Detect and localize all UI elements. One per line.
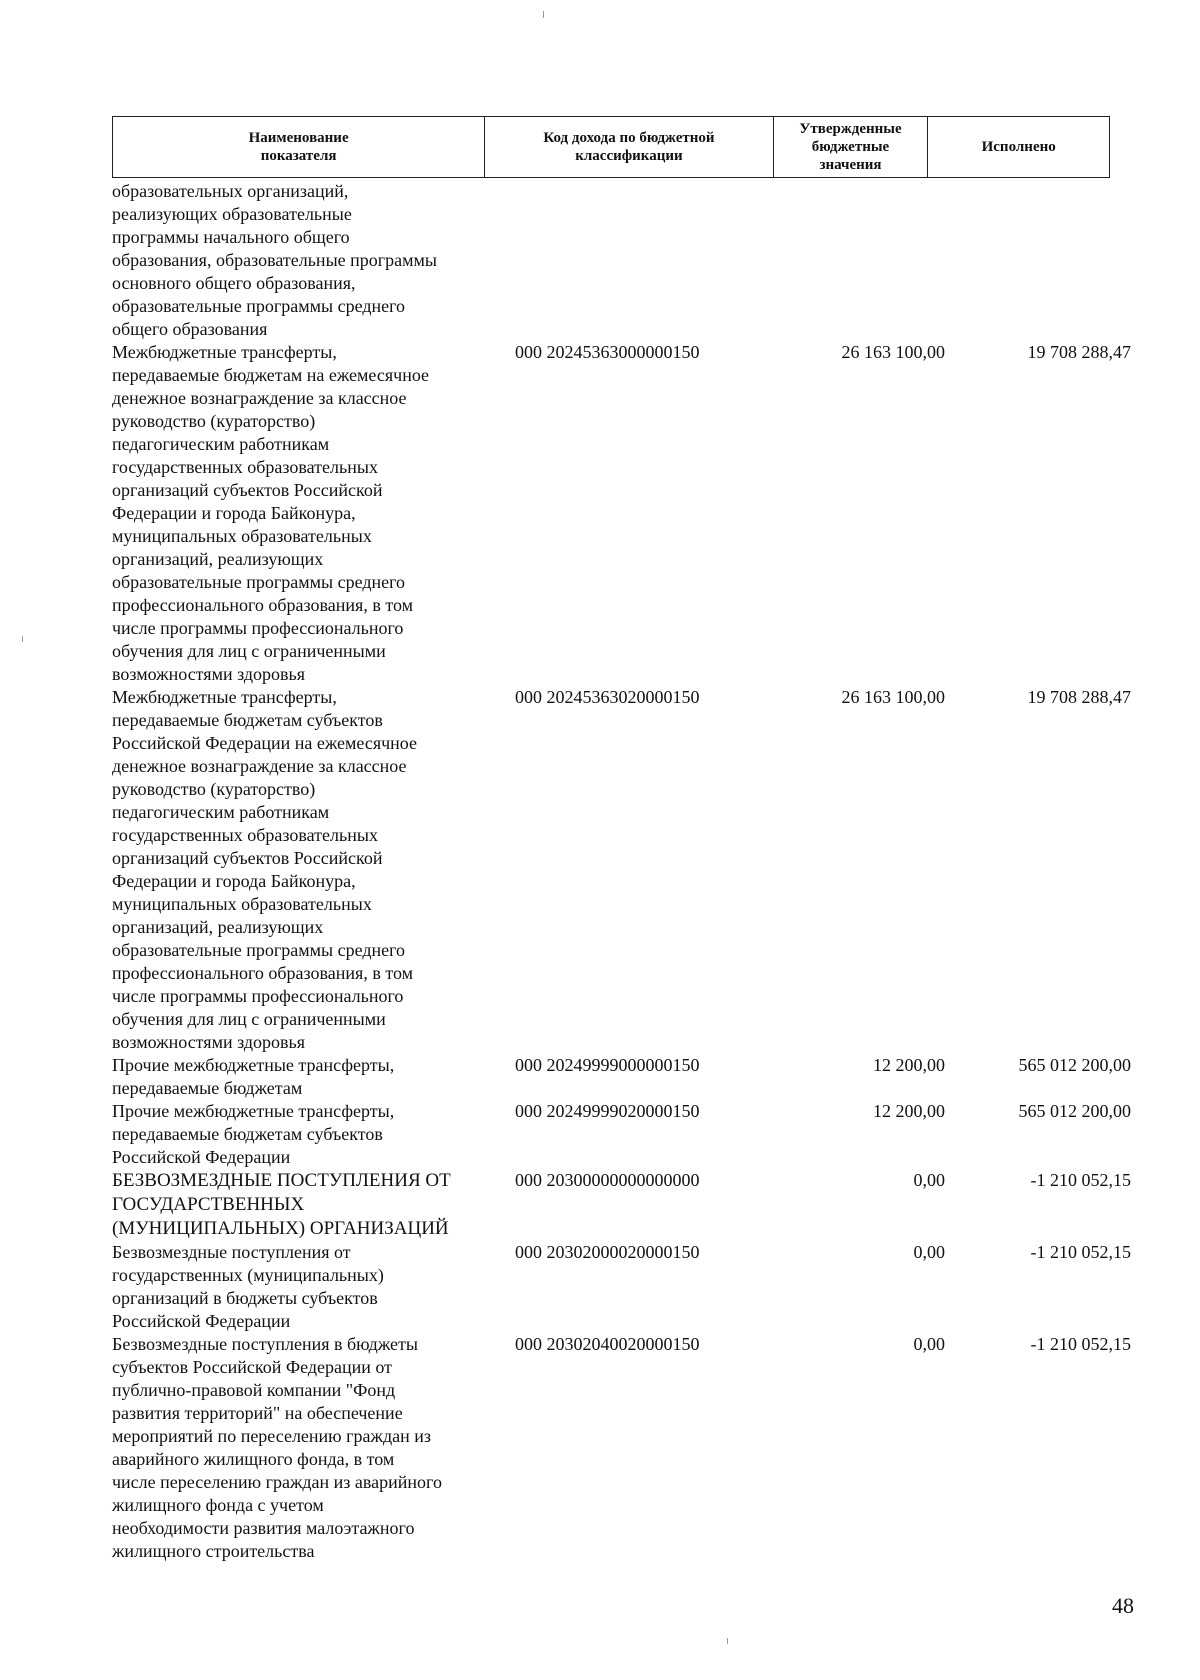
row-code: 000 20245363000000150 bbox=[515, 342, 700, 362]
header-done: Исполнено bbox=[927, 117, 1109, 177]
header-code: Код дохода по бюджетной классификации bbox=[484, 117, 772, 177]
row-approved: 0,00 bbox=[913, 1170, 945, 1190]
row-done: 565 012 200,00 bbox=[1018, 1055, 1131, 1075]
table-row bbox=[112, 1241, 1132, 1333]
row-approved: 12 200,00 bbox=[873, 1055, 945, 1075]
row-code: 000 20300000000000000 bbox=[515, 1170, 700, 1190]
table-row bbox=[112, 1333, 1132, 1563]
table-row bbox=[112, 686, 1132, 1054]
row-name: Безвозмездные поступления от государственных (муниципальных) организаций в бюджеты субъектов Российской Федерации bbox=[112, 1242, 384, 1331]
row-name: образовательных организаций, реализующих образовательные программы начального общего образования, образовательные программы основного общего образования, образовательные программы среднего общего образования bbox=[112, 181, 438, 339]
row-done: 19 708 288,47 bbox=[1027, 342, 1131, 362]
row-approved bbox=[725, 180, 945, 341]
table-row bbox=[112, 1169, 1132, 1241]
row-done: 565 012 200,00 bbox=[1018, 1101, 1131, 1121]
row-code: 000 20245363020000150 bbox=[515, 687, 700, 707]
row-approved: 26 163 100,00 bbox=[841, 687, 945, 707]
header-approved: Утвержденные бюджетные значения bbox=[773, 117, 928, 177]
row-code: 000 20249999000000150 bbox=[515, 1055, 700, 1075]
row-done: -1 210 052,15 bbox=[1030, 1242, 1131, 1262]
scan-speck bbox=[543, 11, 544, 18]
row-code: 000 20302040020000150 bbox=[515, 1334, 700, 1354]
scan-speck bbox=[22, 636, 23, 642]
row-done: 19 708 288,47 bbox=[1027, 687, 1131, 707]
table-header bbox=[112, 116, 1110, 178]
row-name: Безвозмездные поступления в бюджеты субъектов Российской Федерации от публично-правовой компании "Фонд развития территорий" на обеспечение мероприятий по переселению граждан из аварийного жилищного фонда, в том числе переселению граждан из аварийного жилищного фонда с учетом необходимости развития малоэтажного жилищного строительства bbox=[112, 1334, 442, 1561]
row-code bbox=[484, 180, 725, 341]
row-name: Прочие межбюджетные трансферты, передаваемые бюджетам субъектов Российской Федерации bbox=[112, 1101, 395, 1167]
table-row bbox=[112, 1054, 1132, 1100]
scan-speck bbox=[727, 1638, 728, 1644]
page-number: 48 bbox=[1112, 1593, 1134, 1618]
row-approved: 12 200,00 bbox=[873, 1101, 945, 1121]
row-code: 000 20302000020000150 bbox=[515, 1242, 700, 1262]
row-approved: 26 163 100,00 bbox=[841, 342, 945, 362]
row-name: Межбюджетные трансферты, передаваемые бюджетам субъектов Российской Федерации на ежемесячное денежное вознаграждение за классное руководство (кураторство) педагогическим работникам государственных образовательных организаций субъектов Российской Федерации и города Байконура, муниципальных образовательных организаций, реализующих образовательные программы среднего профессионального образования, в том числе программы профессионального обучения для лиц с ограниченными возможностями здоровья bbox=[112, 687, 418, 1052]
table-body bbox=[112, 180, 1132, 1563]
table-row bbox=[112, 341, 1132, 686]
row-code: 000 20249999020000150 bbox=[515, 1101, 700, 1121]
row-done: -1 210 052,15 bbox=[1030, 1170, 1131, 1190]
table-row bbox=[112, 180, 1132, 341]
header-name: Наименование показателя bbox=[248, 130, 349, 164]
row-name: Межбюджетные трансферты, передаваемые бюджетам на ежемесячное денежное вознаграждение за классное руководство (кураторство) педагогическим работникам государственных образовательных организаций субъектов Российской Федерации и города Байконура, муниципальных образовательных организаций, реализующих образовательные программы среднего профессионального образования, в том числе программы профессионального обучения для лиц с ограниченными возможностями здоровья bbox=[112, 342, 430, 684]
row-approved: 0,00 bbox=[913, 1242, 945, 1262]
row-done bbox=[945, 180, 1131, 341]
row-done: -1 210 052,15 bbox=[1030, 1334, 1131, 1354]
row-name: Прочие межбюджетные трансферты, передаваемые бюджетам bbox=[112, 1055, 395, 1098]
row-approved: 0,00 bbox=[913, 1334, 945, 1354]
row-name: БЕЗВОЗМЕЗДНЫЕ ПОСТУПЛЕНИЯ ОТ ГОСУДАРСТВЕННЫХ (МУНИЦИПАЛЬНЫХ) ОРГАНИЗАЦИЙ bbox=[112, 1170, 451, 1239]
table-row bbox=[112, 1100, 1132, 1169]
